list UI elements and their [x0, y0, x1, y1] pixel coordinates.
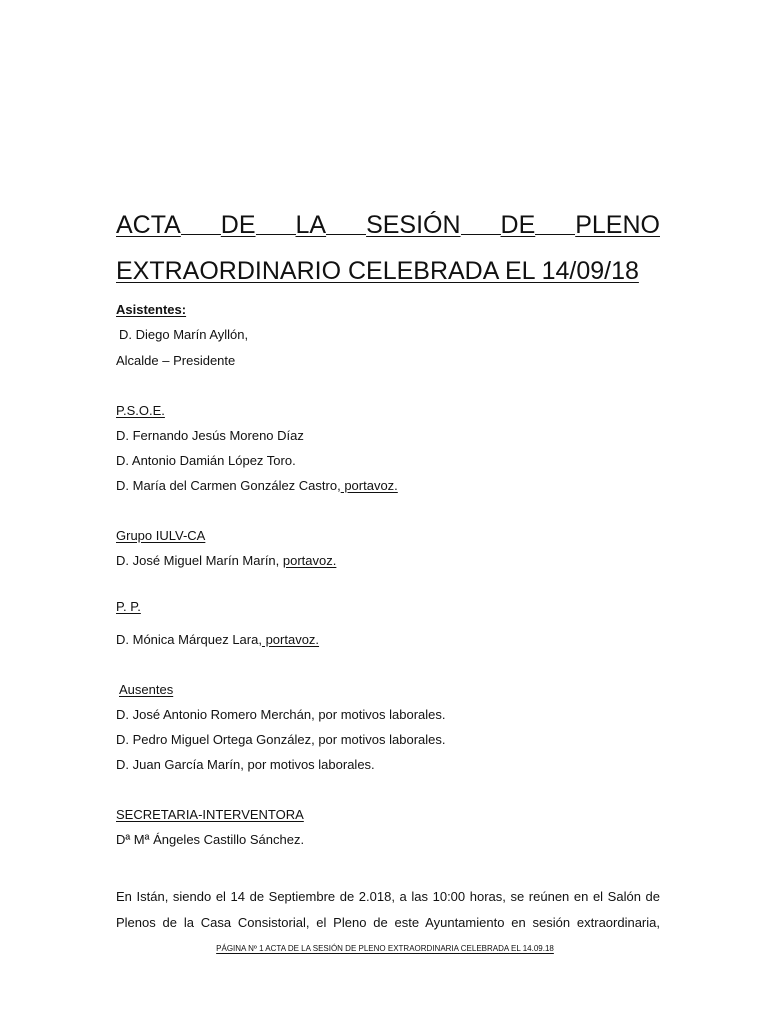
alcalde-role: Alcalde – Presidente: [116, 353, 236, 368]
title-underline-gap: [256, 210, 296, 235]
pp-member-line: [116, 632, 319, 648]
psoe-member: D. Fernando Jesús Moreno Díaz: [116, 428, 304, 443]
title-word: PLENO: [575, 211, 660, 239]
ausente-member: D. Juan García Marín, por motivos laborales.: [116, 757, 375, 772]
title-word: LA: [295, 211, 327, 239]
psoe-member: D. María del Carmen González Castro,: [116, 478, 341, 493]
title-line-2: EXTRAORDINARIO CELEBRADA EL 14/09/18: [116, 257, 639, 285]
footer-text: PÁGINA Nº 1 ACTA DE LA SESIÓN DE PLENO EXTRAORDINARIA CELEBRADA EL 14.09.18: [216, 944, 554, 953]
body-line-1: En Istán, siendo el 14 de Septiembre de 2.018, a las 10:00 horas, se reúnen en el Salón de: [116, 889, 660, 904]
title-word: ACTA: [116, 211, 181, 239]
title-word: DE: [220, 211, 256, 239]
portavoz-label: portavoz.: [282, 553, 337, 568]
title-underline-gap: [535, 210, 575, 235]
page-footer: [0, 944, 770, 954]
title-underline-gap: [461, 210, 501, 235]
title-underline-gap: [326, 210, 366, 235]
ausente-member: D. Pedro Miguel Ortega González, por motivos laborales.: [116, 732, 446, 747]
title-underline-gap: [181, 210, 221, 235]
ausentes-heading: Ausentes: [119, 682, 174, 697]
ausente-member: D. José Antonio Romero Merchán, por motivos laborales.: [116, 707, 446, 722]
iulv-member: D. José Miguel Marín Marín,: [116, 553, 283, 568]
title-line-1: [116, 210, 660, 240]
iulv-heading: Grupo IULV-CA: [116, 528, 206, 543]
title-word: SESIÓN: [366, 211, 461, 239]
asistentes-heading: Asistentes:: [116, 302, 187, 317]
iulv-member-line: [116, 553, 336, 569]
portavoz-label: portavoz.: [261, 632, 320, 647]
psoe-heading: P.S.O.E.: [116, 403, 165, 418]
secretaria-name: Dª Mª Ángeles Castillo Sánchez.: [116, 832, 305, 847]
alcalde-name: D. Diego Marín Ayllón,: [119, 327, 249, 342]
secretaria-heading: SECRETARIA-INTERVENTORA: [116, 807, 304, 822]
body-line-2: Plenos de la Casa Consistorial, el Pleno de este Ayuntamiento en sesión extraordinaria,: [116, 915, 660, 930]
portavoz-label: portavoz.: [340, 478, 398, 493]
title-word: DE: [500, 211, 536, 239]
psoe-member-portavoz-line: [116, 478, 398, 494]
pp-member: D. Mónica Márquez Lara,: [116, 632, 262, 647]
pp-heading: P. P.: [116, 599, 141, 614]
psoe-member: D. Antonio Damián López Toro.: [116, 453, 296, 468]
